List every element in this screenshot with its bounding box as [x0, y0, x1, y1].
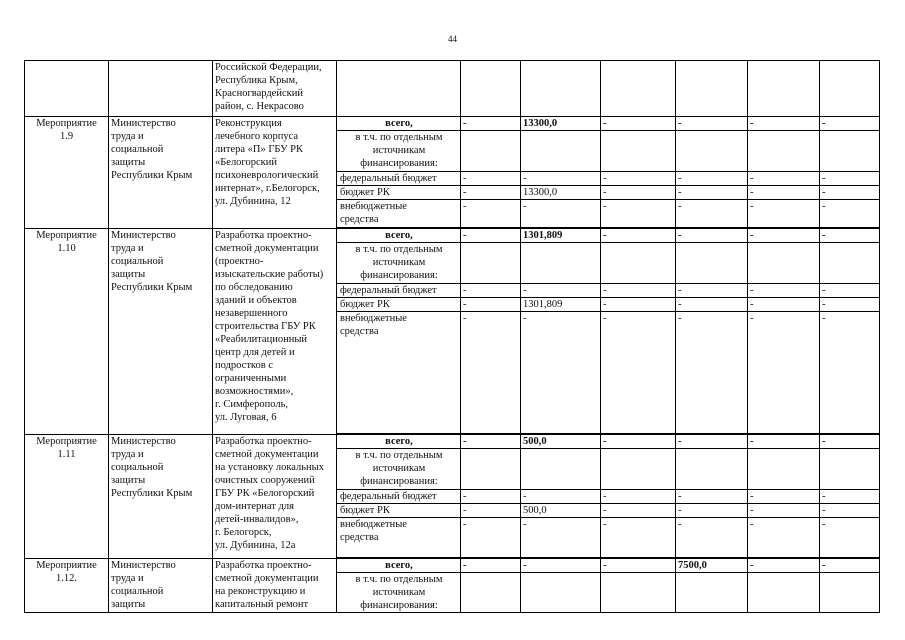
value-cell: -	[601, 172, 676, 186]
value-cell: -	[676, 117, 748, 131]
value-cell: -	[461, 229, 521, 243]
value-cell: -	[676, 186, 748, 200]
value-cell: -	[461, 298, 521, 312]
value-cell: -	[521, 200, 601, 228]
value-cell: -	[748, 312, 820, 434]
value-cell: -	[601, 559, 676, 573]
value-cell: -	[676, 172, 748, 186]
value-cell: -	[461, 435, 521, 449]
event-number: Мероприятие 1.12.	[25, 559, 109, 613]
source-label: бюджет РК	[337, 186, 461, 200]
value-cell: -	[601, 117, 676, 131]
value-cell: -	[601, 435, 676, 449]
value-cell: -	[461, 200, 521, 228]
value-cell: -	[461, 117, 521, 131]
value-cell: -	[820, 435, 880, 449]
table-row	[25, 229, 880, 243]
value-cell: -	[820, 559, 880, 573]
value-cell: -	[461, 186, 521, 200]
table-row	[25, 559, 880, 573]
value-cell: -	[676, 229, 748, 243]
object-cell: Российской Федерации, Республика Крым, Красногвардейский район, с. Некрасово	[213, 61, 337, 117]
value-cell: -	[601, 200, 676, 228]
source-label: в т.ч. по отдельным источникам финансирования:	[337, 243, 461, 284]
value-cell: -	[676, 312, 748, 434]
source-label: внебюджетные средства	[337, 312, 461, 434]
financing-table	[24, 60, 880, 613]
value-cell: -	[601, 298, 676, 312]
value-cell: -	[521, 172, 601, 186]
event-number: Мероприятие 1.9	[25, 117, 109, 229]
value-cell: -	[820, 186, 880, 200]
value-cell: -	[601, 229, 676, 243]
value-cell: -	[748, 559, 820, 573]
value-cell: -	[748, 229, 820, 243]
value-cell: -	[676, 200, 748, 228]
value-cell: -	[748, 117, 820, 131]
value-cell: -	[676, 504, 748, 518]
source-label: федеральный бюджет	[337, 284, 461, 298]
value-cell: -	[820, 298, 880, 312]
value-cell: -	[601, 518, 676, 558]
source-label: всего,	[337, 117, 461, 131]
event-number: Мероприятие 1.11	[25, 435, 109, 559]
value-cell: -	[820, 284, 880, 298]
value-cell: -	[748, 490, 820, 504]
value-cell: -	[820, 504, 880, 518]
value-cell: -	[521, 490, 601, 504]
value-cell: -	[748, 284, 820, 298]
value-cell: -	[521, 284, 601, 298]
value-cell: -	[820, 172, 880, 186]
value-cell: -	[461, 504, 521, 518]
source-label: федеральный бюджет	[337, 172, 461, 186]
value-cell: -	[461, 518, 521, 558]
value-cell: -	[601, 284, 676, 298]
source-label: внебюджетные средства	[337, 518, 461, 558]
value-cell: -	[820, 490, 880, 504]
executor-cell: Министерство труда и социальной защиты Республики Крым	[109, 117, 213, 229]
source-label: в т.ч. по отдельным источникам финансирования:	[337, 573, 461, 613]
value-cell: -	[748, 518, 820, 558]
source-label: всего,	[337, 229, 461, 243]
source-label: бюджет РК	[337, 298, 461, 312]
value-cell: -	[820, 229, 880, 243]
page-number: 44	[448, 34, 457, 44]
executor-cell: Министерство труда и социальной защиты Республики Крым	[109, 229, 213, 435]
value-cell: 1301,809	[521, 229, 601, 243]
value-cell: -	[461, 490, 521, 504]
value-cell: -	[521, 559, 601, 573]
object-cell: Разработка проектно- сметной документации на реконструкцию и капитальный ремонт	[213, 559, 337, 613]
value-cell: -	[461, 284, 521, 298]
source-label: бюджет РК	[337, 504, 461, 518]
value-cell: 13300,0	[521, 117, 601, 131]
event-number: Мероприятие 1.10	[25, 229, 109, 435]
value-cell: -	[748, 435, 820, 449]
value-cell: -	[748, 172, 820, 186]
value-cell: -	[748, 186, 820, 200]
value-cell: -	[676, 490, 748, 504]
object-cell: Разработка проектно- сметной документации (проектно- изыскательские работы) по обследованию зданий и объектов незавершенного строительства ГБУ РК «Реабилитационный центр для детей и подростков с ограниченными возможностями», г. Симферополь, ул. Луговая, 6	[213, 229, 337, 435]
table-row	[25, 435, 880, 449]
value-cell: -	[820, 200, 880, 228]
value-cell: -	[461, 559, 521, 573]
value-cell: -	[461, 312, 521, 434]
value-cell: -	[601, 312, 676, 434]
value-cell: 7500,0	[676, 559, 748, 573]
object-cell: Разработка проектно- сметной документации на установку локальных очистных сооружений ГБУ РК «Белогорский дом-интернат для детей-инвалидов», г. Белогорск, ул. Дубинина, 12а	[213, 435, 337, 559]
value-cell: -	[676, 435, 748, 449]
source-label: всего,	[337, 435, 461, 449]
value-cell: -	[748, 298, 820, 312]
value-cell: -	[461, 172, 521, 186]
value-cell: -	[601, 504, 676, 518]
executor-cell: Министерство труда и социальной защиты	[109, 559, 213, 613]
value-cell: -	[601, 490, 676, 504]
value-cell: -	[676, 284, 748, 298]
executor-cell: Министерство труда и социальной защиты Республики Крым	[109, 435, 213, 559]
value-cell: -	[820, 312, 880, 434]
value-cell: -	[748, 200, 820, 228]
value-cell: -	[820, 518, 880, 558]
value-cell: 1301,809	[521, 298, 601, 312]
source-label: федеральный бюджет	[337, 490, 461, 504]
source-label: всего,	[337, 559, 461, 573]
source-label: внебюджетные средства	[337, 200, 461, 228]
value-cell: -	[676, 518, 748, 558]
table-row	[25, 61, 880, 117]
value-cell: -	[676, 298, 748, 312]
value-cell: 500,0	[521, 435, 601, 449]
source-label: в т.ч. по отдельным источникам финансирования:	[337, 449, 461, 490]
table-row	[25, 117, 880, 131]
value-cell: 500,0	[521, 504, 601, 518]
object-cell: Реконструкция лечебного корпуса литера «П» ГБУ РК «Белогорский психоневрологический интернат», г.Белогорск, ул. Дубинина, 12	[213, 117, 337, 229]
value-cell: -	[820, 117, 880, 131]
value-cell: -	[521, 312, 601, 434]
value-cell: -	[521, 518, 601, 558]
value-cell: 13300,0	[521, 186, 601, 200]
value-cell: -	[748, 504, 820, 518]
value-cell: -	[601, 186, 676, 200]
source-label: в т.ч. по отдельным источникам финансирования:	[337, 131, 461, 172]
